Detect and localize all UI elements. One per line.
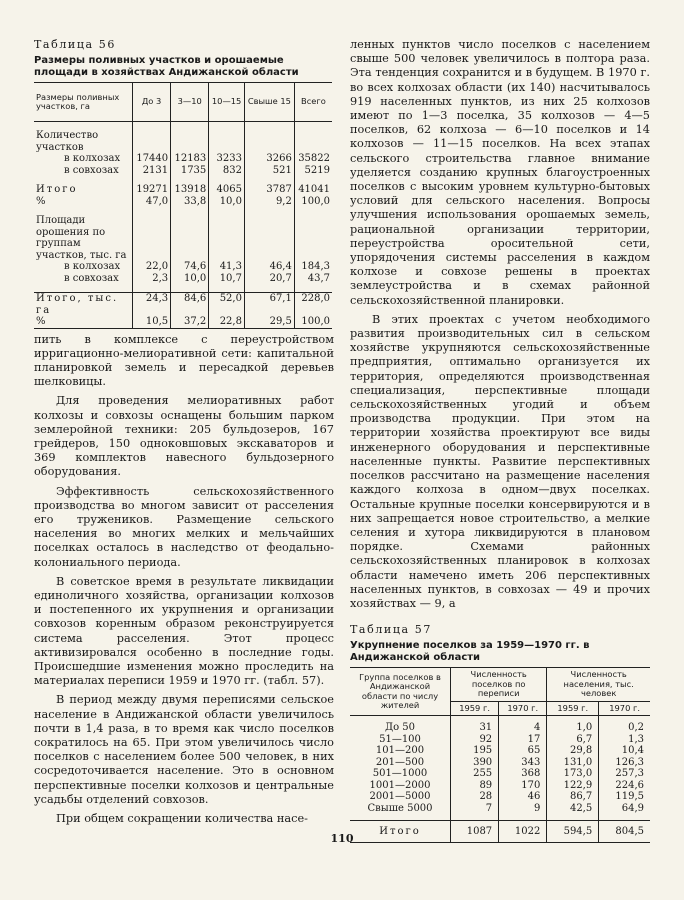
table-row: в колхозах 22,0 74,6 41,3 46,4 184,3 [64, 261, 330, 272]
t56-header-col: 10—15 [209, 83, 245, 122]
page-number: 110 [330, 832, 354, 845]
table-row: До 50 31 4 1,0 0,2 [350, 722, 650, 734]
t56-header-col: Всего [294, 83, 332, 122]
table-56-label: Таблица 56 [34, 38, 116, 51]
table-row-total: Итого 1087 1022 594,5 804,5 [350, 821, 650, 843]
table-row: 51—100 92 17 6,7 1,3 [350, 734, 650, 746]
table-row: в совхозах 2,3 10,0 10,7 20,7 43,7 [64, 272, 330, 284]
right-paragraph: В этих проектах с учетом необходимого развития производительных сил в сельском хозяйстве укрупняются сельскохозяйственные предприятия, оптимально организуется их территория, определяются производственная специализация, перспективные площади сельскохозяйственных угодий и объем производства продукции. При этом на территории хозяйства проектируют все виды инженерного оборудования и перспективные населенные пункты. Развитие перспективных поселков рассчитано на размещение населения каждого колхоза в одном—двух поселках. Остальные крупные поселки консервируются и в них запрещается новое строительство, а мелкие селения и хутора ликвидируются в плановом порядке. Схемами районных сельскохозяйственных планировок в колхозах области намечено иметь 206 перспективных населенных пунктов, в совхозах — 49 и прочих хозяйствах — 9, а [350, 312, 650, 610]
right-paragraph: ленных пунктов число поселков с населением свыше 500 человек увеличилось в полтора раза. Эта тенденция сохранится и в будущем. В 1970 г. во всех колхозах области (их 140) насчитывалось 919 населенных пунктов, из них 25 колхозов имеют по 1—3 поселка, 35 колхозов — 4—5 поселков, 62 колхоза — 6—10 поселков и 14 колхозов — 11—15 поселков. На всех этапах сельского строительства главное внимание уделяется созданию крупных благоустроенных поселков с высоким уровнем культурно-бытовых условий для сельского населения. Вопросы улучшения использования орошаемых земель, рациональной организации территории, переустройства оросительной сети, упорядочения системы расселения в каждом колхозе и совхозе решены в проектах землеустройства и в схемах районной сельскохозяйственной планировки. [350, 38, 650, 307]
table-row: 101—200 195 65 29,8 10,4 [350, 745, 650, 757]
table-57-label: Таблица 57 [350, 623, 432, 637]
left-paragraph: В советское время в результате ликвидации единоличного хозяйства, организации колхозов и постепенного их укрупнения и организации совхозов коренным образом реконструируется система расселения. Этот процесс активизировался особенно в последние годы. Происшедшие изменения можно проследить на материалах переписи 1959 и 1970 гг. (табл. 57). [34, 574, 334, 688]
left-paragraph: В период между двумя переписями сельское население в Андижанской области увеличилось почти в 1,4 раза, в то время как число поселков сократилось на 65. При этом увеличилось число поселков с населением более 500 человек, в них сосредоточивается население. Это в основном перспективные поселки колхозов и центральные усадьбы отделений совхозов. [34, 693, 334, 806]
t56-header-size: Размеры поливных участков, га [34, 83, 133, 122]
right-column [350, 38, 650, 843]
left-paragraph: При общем сокращении количества насе- [56, 812, 308, 825]
t57-header-year: 1970 г. [499, 701, 547, 716]
table-row: Итого, тыс. га 24,3 84,6 52,0 67,1 228,0 [36, 293, 330, 316]
t56-header-col: До 3 [133, 83, 171, 122]
left-paragraph: Эффективность сельскохозяйственного производства во многом зависит от расселения его тружеников. Размещение сельского населения во многих мелких и мельчайших поселках осталось в наследство от феодально-колониального периода. [34, 484, 334, 569]
t57-header-year: 1959 г. [547, 701, 599, 716]
table-row: Итого 19271 13918 4065 3787 41041 [36, 184, 330, 195]
table-row: Количество участков [34, 130, 332, 153]
table-row: в колхозах 17440 12183 3233 3266 35822 [64, 153, 330, 164]
table-row: в совхозах 2131 1735 832 521 5219 [64, 164, 330, 176]
table-56-title: Размеры поливных участков и орошаемые площади в хозяйствах Андижанской области [34, 55, 299, 78]
left-paragraph: Для проведения мелиоративных работ колхозы и совхозы оснащены большим парком землеройной техники: 205 бульдозеров, 167 грейдеров, 150 одноковшовых экскаваторов и 369 комплектов навесного бульдозерного оборудования. [34, 394, 334, 479]
table-row: 1001—2000 89 170 122,9 224,6 [350, 780, 650, 792]
left-column [34, 38, 334, 826]
t57-header-count: Численность поселков по переписи [451, 668, 547, 702]
t57-header-pop: Численность населения, тыс. человек [547, 668, 650, 702]
table-row: 501—1000 255 368 173,0 257,3 [350, 768, 650, 780]
table-row: 201—500 390 343 131,0 126,3 [350, 757, 650, 769]
table-row: Свыше 5000 7 9 42,5 64,9 [350, 803, 650, 815]
t56-header-col: Свыше 15 [244, 83, 294, 122]
table-row: 2001—5000 28 46 86,7 119,5 [350, 791, 650, 803]
t57-header-year: 1959 г. [451, 701, 499, 716]
t57-header-year: 1970 г. [599, 701, 650, 716]
t57-header-group: Группа поселков в Андижанской области по числу жителей [350, 668, 451, 716]
table-57 [350, 667, 650, 843]
table-row: Площади орошения по группам участков, тыс. га [34, 215, 332, 261]
table-row: % 10,5 37,2 22,8 29,5 100,0 [36, 316, 330, 327]
table-56 [34, 82, 332, 329]
left-paragraph: пить в комплексе с переустройством ирригационно-мелиоративной сети: капитальной планировкой земель и пересадкой деревьев шелковицы. [34, 332, 334, 389]
table-row: % 47,0 33,8 10,0 9,2 100,0 [36, 195, 330, 207]
t56-header-col: 3—10 [171, 83, 209, 122]
table-57-title: Укрупнение поселков за 1959—1970 гг. в Андижанской области [350, 640, 590, 664]
